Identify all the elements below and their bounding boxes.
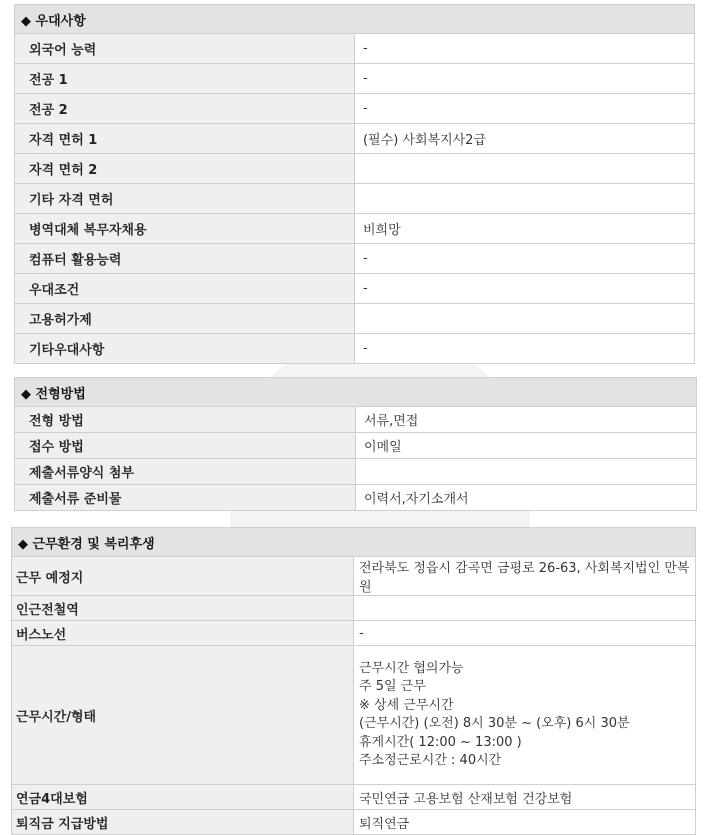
row-value: - (355, 334, 695, 364)
work-hours-line: 주 5일 근무 (359, 679, 426, 694)
row-value: - (355, 274, 695, 304)
preferences-table (14, 4, 695, 364)
row-label: 퇴직금 지급방법 (12, 810, 354, 835)
work-hours-value (354, 646, 696, 785)
table-row (15, 154, 695, 184)
row-value: 이력서,자기소개서 (356, 485, 697, 511)
table-row (12, 810, 696, 835)
row-label: 전공 1 (15, 64, 355, 94)
row-label: 근무시간/형태 (12, 646, 354, 785)
section-title: ◆ 우대사항 (15, 5, 695, 34)
selection-method-table (14, 377, 697, 511)
row-label: 인근전철역 (12, 596, 354, 621)
table-row (15, 64, 695, 94)
table-row (15, 34, 695, 64)
row-label: 접수 방법 (15, 433, 356, 459)
table-row (12, 557, 696, 596)
work-hours-line: 주소정근로시간 : 40시간 (359, 753, 502, 768)
table-row (12, 621, 696, 646)
row-label: 고용허가제 (15, 304, 355, 334)
row-label: 기타우대사항 (15, 334, 355, 364)
row-value: 서류,면접 (356, 407, 697, 433)
row-value (355, 184, 695, 214)
work-hours-line: 근무시간 협의가능 (359, 660, 464, 676)
row-label: 우대조건 (15, 274, 355, 304)
table-row (15, 94, 695, 124)
row-label: 연금4대보험 (12, 785, 354, 810)
row-value (356, 459, 697, 485)
row-value: (필수) 사회복지사2급 (355, 124, 695, 154)
table-row (15, 433, 697, 459)
table-row (15, 334, 695, 364)
selection-method-section (14, 377, 697, 511)
table-row (15, 304, 695, 334)
row-value: - (354, 621, 696, 646)
table-row (15, 124, 695, 154)
preferences-section (14, 4, 695, 364)
row-value (355, 154, 695, 184)
row-value: 전라북도 정읍시 감곡면 금평로 26-63, 사회복지법인 만복원 (354, 557, 696, 596)
row-label: 자격 면허 2 (15, 154, 355, 184)
row-label: 외국어 능력 (15, 34, 355, 64)
row-value: - (355, 94, 695, 124)
row-value (354, 596, 696, 621)
table-row (15, 485, 697, 511)
table-row (15, 244, 695, 274)
row-value: 국민연금 고용보험 산재보험 건강보험 (354, 785, 696, 810)
work-hours-line: 휴게시간( 12:00 ~ 13:00 ) (359, 734, 522, 750)
row-value: 이메일 (356, 433, 697, 459)
table-row (12, 596, 696, 621)
row-label: 컴퓨터 활용능력 (15, 244, 355, 274)
table-row (15, 459, 697, 485)
row-label: 전형 방법 (15, 407, 356, 433)
row-label: 기타 자격 면허 (15, 184, 355, 214)
row-label: 전공 2 (15, 94, 355, 124)
work-hours-line: ※ 상세 근무시간 (359, 697, 454, 713)
row-value: - (355, 244, 695, 274)
row-label: 병역대체 복무자채용 (15, 214, 355, 244)
work-environment-section (11, 527, 696, 835)
work-hours-line: (근무시간) (오전) 8시 30분 ~ (오후) 6시 30분 (359, 716, 630, 731)
row-label: 근무 예정지 (12, 557, 354, 596)
table-row (12, 646, 696, 785)
table-row (15, 274, 695, 304)
table-row (12, 785, 696, 810)
section-title: ◆ 근무환경 및 복리후생 (12, 528, 696, 557)
table-row (15, 184, 695, 214)
row-label: 제출서류양식 첨부 (15, 459, 356, 485)
row-value: 비희망 (355, 214, 695, 244)
section-title: ◆ 전형방법 (15, 378, 697, 407)
work-environment-table (11, 527, 696, 835)
table-row (15, 214, 695, 244)
row-value (355, 304, 695, 334)
row-label: 자격 면허 1 (15, 124, 355, 154)
row-value: - (355, 64, 695, 94)
row-value: 퇴직연금 (354, 810, 696, 835)
row-label: 제출서류 준비물 (15, 485, 356, 511)
row-label: 버스노선 (12, 621, 354, 646)
table-row (15, 407, 697, 433)
row-value: - (355, 34, 695, 64)
